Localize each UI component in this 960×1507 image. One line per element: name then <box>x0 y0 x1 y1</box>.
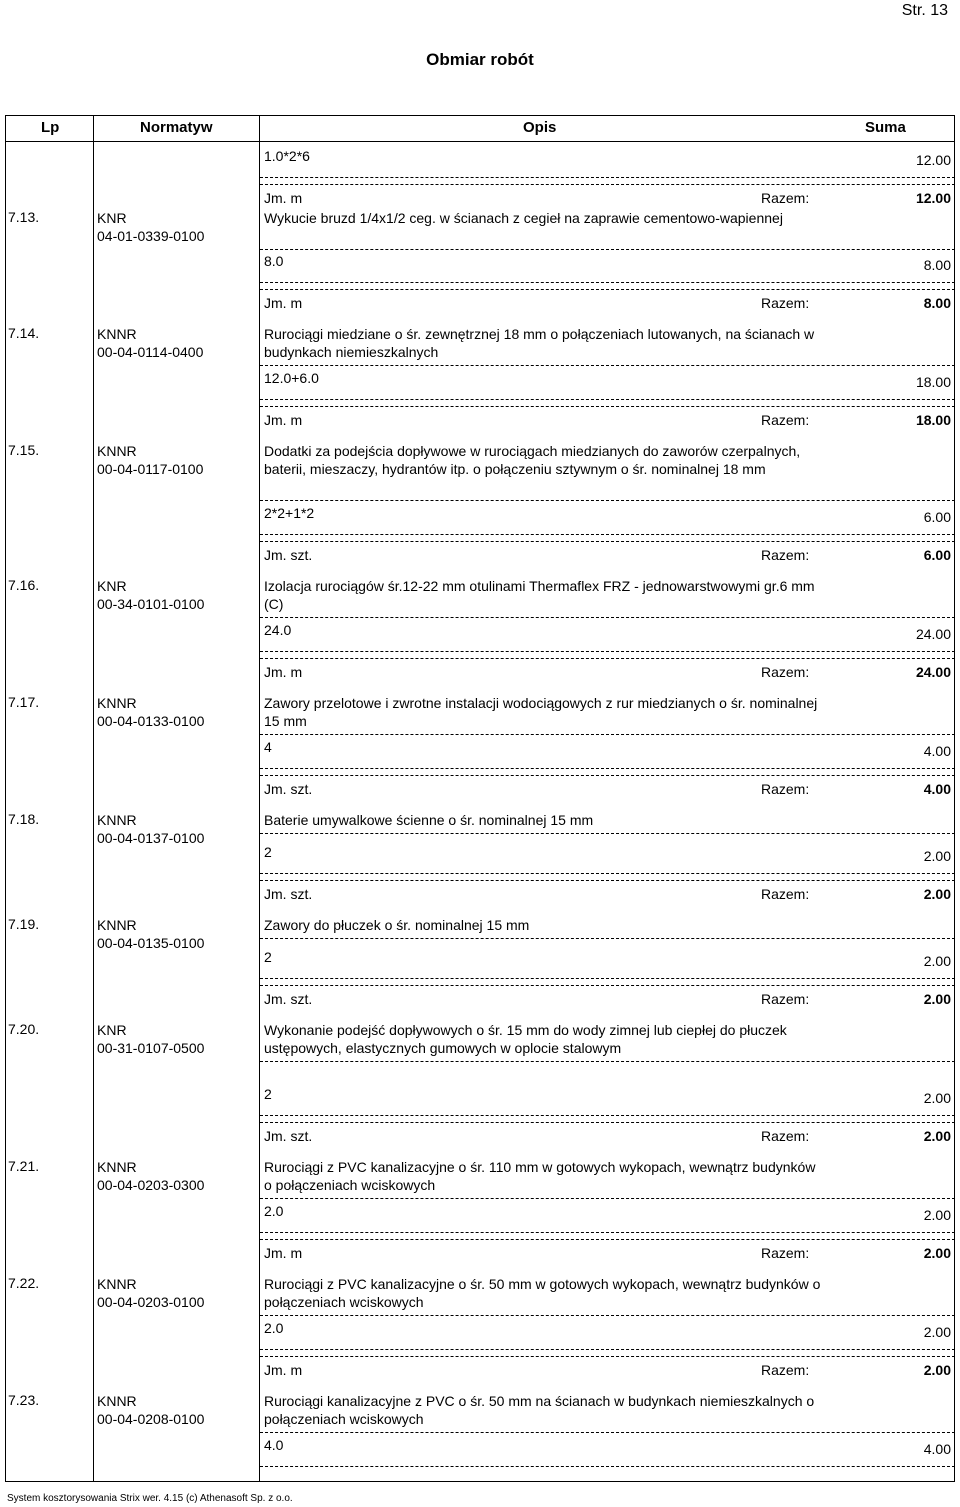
item-norm-catalog: KNNR <box>97 326 137 342</box>
item-norm-catalog: KNNR <box>97 443 137 459</box>
dashed-separator <box>260 617 955 618</box>
dashed-separator <box>260 734 955 735</box>
item-normatyw <box>97 1021 204 1057</box>
footer-text: System kosztorysowania Strix wer. 4.15 (c) Athenasoft Sp. z o.o. <box>7 1493 293 1504</box>
dashed-separator <box>260 1115 955 1116</box>
razem-label: Razem: <box>761 664 810 680</box>
item-lp: 7.15. <box>8 442 40 458</box>
calc-expression: 2.0 <box>264 1203 284 1219</box>
item-norm-catalog: KNNR <box>97 1393 137 1409</box>
item-norm-code: 00-04-0133-0100 <box>97 713 205 729</box>
item-normatyw <box>97 811 204 847</box>
item-description: Zawory do płuczek o śr. nominalnej 15 mm <box>264 917 530 933</box>
header-lp: Lp <box>41 119 60 136</box>
razem-value: 2.00 <box>923 1245 951 1261</box>
item-lp: 7.18. <box>8 811 40 827</box>
item-lp: 7.21. <box>8 1158 40 1174</box>
page-title: Obmiar robót <box>426 50 534 69</box>
calc-value: 4.00 <box>923 743 951 759</box>
razem-value: 2.00 <box>923 991 951 1007</box>
dashed-separator <box>260 873 955 874</box>
calc-expression: 2 <box>264 949 272 965</box>
razem-value: 6.00 <box>923 547 951 563</box>
item-norm-catalog: KNNR <box>97 695 137 711</box>
item-normatyw <box>97 209 204 245</box>
unit-label: Jm. m <box>264 664 303 680</box>
razem-label: Razem: <box>761 412 810 428</box>
item-norm-code: 00-04-0135-0100 <box>97 935 205 951</box>
calc-value: 2.00 <box>923 848 951 864</box>
item-normatyw <box>97 325 203 361</box>
dashed-separator <box>260 985 955 986</box>
dashed-separator <box>260 768 955 769</box>
dashed-separator <box>260 938 955 939</box>
table-top-border <box>5 115 955 116</box>
col-border-lp <box>93 115 94 1482</box>
unit-label: Jm. m <box>264 1245 303 1261</box>
calc-value: 24.00 <box>915 626 951 642</box>
dashed-separator <box>260 1061 955 1062</box>
item-norm-code: 00-04-0203-0100 <box>97 1294 205 1310</box>
dashed-separator <box>260 1315 955 1316</box>
item-normatyw <box>97 1392 204 1428</box>
dashed-separator <box>260 541 955 542</box>
calc-expression: 1.0*2*6 <box>264 148 310 164</box>
item-norm-catalog: KNNR <box>97 1159 137 1175</box>
item-description: Dodatki za podejścia dopływowe w rurociągach miedzianych do zaworów czerpalnych, baterii, mieszaczy, hydrantów itp. o połączeniu sztywnym o śr. nominalnej 18 mm <box>264 443 801 477</box>
dashed-separator <box>260 978 955 979</box>
item-norm-code: 00-04-0208-0100 <box>97 1411 205 1427</box>
dashed-separator <box>260 289 955 290</box>
unit-label: Jm. m <box>264 1362 303 1378</box>
razem-label: Razem: <box>761 547 810 563</box>
unit-label: Jm. szt. <box>264 991 313 1007</box>
item-description: Rurociągi kanalizacyjne z PVC o śr. 50 mm na ścianach w budynkach niemieszkalnych o połączeniach wciskowych <box>264 1393 815 1427</box>
calc-value: 2.00 <box>923 953 951 969</box>
calc-expression: 2 <box>264 844 272 860</box>
dashed-separator <box>260 651 955 652</box>
dashed-separator <box>260 1466 955 1467</box>
razem-value: 2.00 <box>923 1362 951 1378</box>
calc-expression: 12.0+6.0 <box>264 370 319 386</box>
calc-expression: 2 <box>264 1086 272 1102</box>
item-norm-catalog: KNR <box>97 210 127 226</box>
calc-value: 8.00 <box>923 257 951 273</box>
item-normatyw <box>97 442 203 478</box>
table-bottom-border <box>5 1481 955 1482</box>
razem-label: Razem: <box>761 1362 810 1378</box>
item-norm-code: 00-31-0107-0500 <box>97 1040 205 1056</box>
item-norm-catalog: KNNR <box>97 1276 137 1292</box>
item-description: Rurociągi miedziane o śr. zewnętrznej 18 mm o połączeniach lutowanych, na ścianach w budynkach niemieszkalnych <box>264 326 815 360</box>
calc-expression: 4 <box>264 739 272 755</box>
header-opis: Opis <box>523 119 557 136</box>
unit-label: Jm. m <box>264 412 303 428</box>
calc-value: 4.00 <box>923 1441 951 1457</box>
item-norm-code: 00-34-0101-0100 <box>97 596 205 612</box>
dashed-separator <box>260 406 955 407</box>
calc-value: 2.00 <box>923 1324 951 1340</box>
dashed-separator <box>260 1232 955 1233</box>
razem-value: 2.00 <box>923 1128 951 1144</box>
razem-label: Razem: <box>761 1245 810 1261</box>
item-lp: 7.13. <box>8 209 40 225</box>
item-norm-code: 00-04-0114-0400 <box>97 344 204 360</box>
item-lp: 7.23. <box>8 1392 40 1408</box>
dashed-separator <box>260 1356 955 1357</box>
calc-value: 6.00 <box>923 509 951 525</box>
col-border-left <box>5 115 6 1482</box>
item-description: Zawory przelotowe i zwrotne instalacji wodociągowych z rur miedzianych o śr. nominalnej 15 mm <box>264 695 818 729</box>
dashed-separator <box>260 1239 955 1240</box>
item-normatyw <box>97 1158 204 1194</box>
razem-value: 24.00 <box>915 664 951 680</box>
item-description: Wykonanie podejść dopływowych o śr. 15 mm do wody zimnej lub ciepłej do płuczek ustępowych, elastycznych gumowych w oplocie stalowym <box>264 1022 787 1056</box>
dashed-separator <box>260 399 955 400</box>
dashed-separator <box>260 1349 955 1350</box>
header-bottom-border <box>5 141 955 142</box>
item-lp: 7.14. <box>8 325 40 341</box>
item-norm-catalog: KNR <box>97 578 127 594</box>
item-norm-code: 00-04-0137-0100 <box>97 830 205 846</box>
razem-value: 4.00 <box>923 781 951 797</box>
calc-expression: 4.0 <box>264 1437 284 1453</box>
header-suma: Suma <box>865 119 906 136</box>
item-norm-catalog: KNR <box>97 1022 127 1038</box>
razem-value: 18.00 <box>915 412 951 428</box>
calc-expression: 2*2+1*2 <box>264 505 315 521</box>
dashed-separator <box>260 1432 955 1433</box>
razem-label: Razem: <box>761 991 810 1007</box>
unit-label: Jm. szt. <box>264 886 313 902</box>
item-description: Rurociągi z PVC kanalizacyjne o śr. 110 mm w gotowych wykopach, wewnątrz budynków o połączeniach wciskowych <box>264 1159 816 1193</box>
item-lp: 7.22. <box>8 1275 40 1291</box>
item-lp: 7.17. <box>8 694 40 710</box>
col-border-right <box>954 115 955 1482</box>
item-normatyw <box>97 916 204 952</box>
unit-label: Jm. m <box>264 190 303 206</box>
dashed-separator <box>260 833 955 834</box>
razem-label: Razem: <box>761 190 810 206</box>
item-lp: 7.16. <box>8 577 40 593</box>
razem-value: 12.00 <box>915 190 951 206</box>
dashed-separator <box>260 1122 955 1123</box>
dashed-separator <box>260 500 955 501</box>
unit-label: Jm. szt. <box>264 547 313 563</box>
dashed-separator <box>260 282 955 283</box>
dashed-separator <box>260 365 955 366</box>
razem-label: Razem: <box>761 886 810 902</box>
item-norm-code: 00-04-0117-0100 <box>97 461 204 477</box>
razem-value: 8.00 <box>923 295 951 311</box>
item-normatyw <box>97 1275 204 1311</box>
item-norm-catalog: KNNR <box>97 812 137 828</box>
calc-value: 18.00 <box>915 374 951 390</box>
item-norm-catalog: KNNR <box>97 917 137 933</box>
calc-value: 2.00 <box>923 1207 951 1223</box>
item-description: Baterie umywalkowe ścienne o śr. nominalnej 15 mm <box>264 812 594 828</box>
calc-expression: 24.0 <box>264 622 292 638</box>
razem-value: 2.00 <box>923 886 951 902</box>
unit-label: Jm. szt. <box>264 1128 313 1144</box>
header-normatyw: Normatyw <box>140 119 213 136</box>
razem-label: Razem: <box>761 295 810 311</box>
dashed-separator <box>260 880 955 881</box>
item-lp: 7.19. <box>8 916 40 932</box>
item-norm-code: 04-01-0339-0100 <box>97 228 205 244</box>
dashed-separator <box>260 184 955 185</box>
dashed-separator <box>260 249 955 250</box>
razem-label: Razem: <box>761 1128 810 1144</box>
item-normatyw <box>97 694 204 730</box>
item-description: Izolacja rurociągów śr.12-22 mm otulinami Thermaflex FRZ - jednowarstwowymi gr.6 mm (C) <box>264 578 815 612</box>
calc-expression: 2.0 <box>264 1320 284 1336</box>
dashed-separator <box>260 775 955 776</box>
calc-expression: 8.0 <box>264 253 284 269</box>
dashed-separator <box>260 177 955 178</box>
item-normatyw <box>97 577 204 613</box>
col-border-normatyw <box>259 115 260 1482</box>
page-number: Str. 13 <box>901 2 948 19</box>
dashed-separator <box>260 658 955 659</box>
item-lp: 7.20. <box>8 1021 40 1037</box>
measurement-table <box>5 115 955 1482</box>
item-norm-code: 00-04-0203-0300 <box>97 1177 205 1193</box>
item-description: Wykucie bruzd 1/4x1/2 ceg. w ścianach z cegieł na zaprawie cementowo-wapiennej <box>264 210 783 226</box>
unit-label: Jm. szt. <box>264 781 313 797</box>
item-description: Rurociągi z PVC kanalizacyjne o śr. 50 mm w gotowych wykopach, wewnątrz budynków o połączeniach wciskowych <box>264 1276 821 1310</box>
calc-value: 12.00 <box>915 152 951 168</box>
dashed-separator <box>260 534 955 535</box>
razem-label: Razem: <box>761 781 810 797</box>
calc-value: 2.00 <box>923 1090 951 1106</box>
dashed-separator <box>260 1198 955 1199</box>
unit-label: Jm. m <box>264 295 303 311</box>
